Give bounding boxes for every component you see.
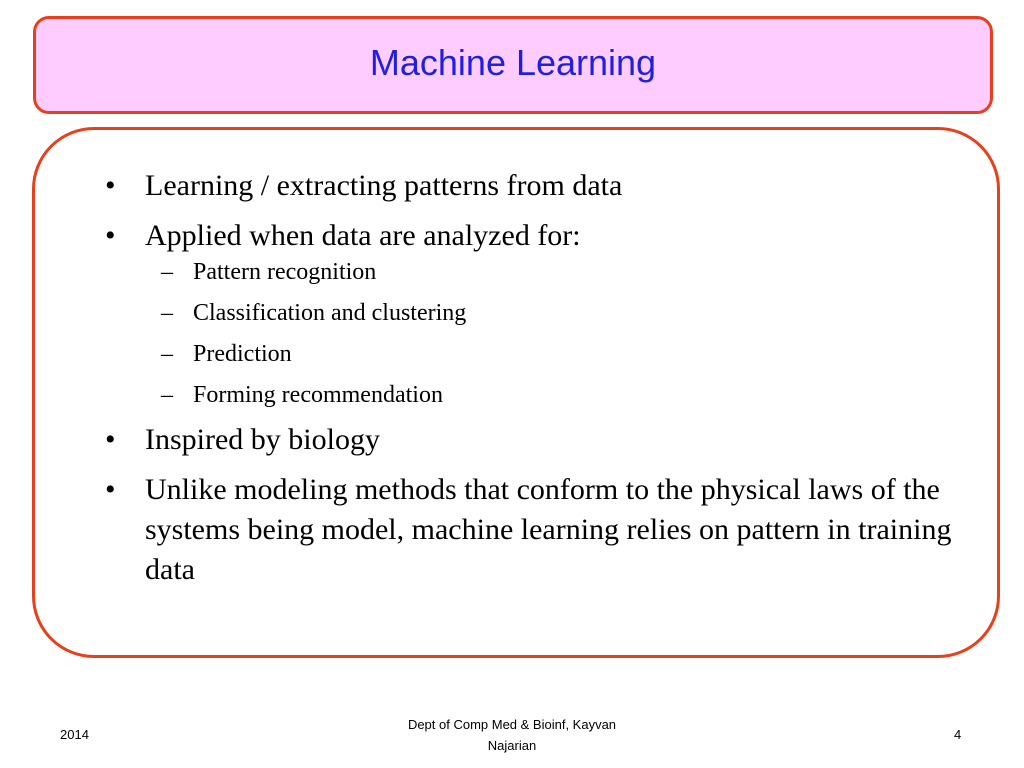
bullet-item [105, 420, 965, 460]
sub-bullet-item [149, 334, 965, 375]
bullet-text: Inspired by biology [145, 423, 380, 456]
bullet-list [105, 166, 965, 600]
sub-bullet-item [149, 375, 965, 416]
page-number: 4 [954, 727, 962, 742]
slide-title: Machine Learning [369, 42, 657, 83]
footer-author-line: Najarian [487, 738, 537, 753]
bullet-marker: • [105, 473, 116, 506]
dash-marker: – [161, 341, 173, 367]
sub-bullet-text: Forming recommendation [193, 382, 443, 408]
bullet-text: Applied when data are analyzed for: [145, 219, 581, 252]
content-box [32, 127, 1000, 658]
bullet-item [105, 166, 965, 206]
bullet-item [105, 216, 965, 256]
footer-author [362, 714, 662, 756]
bullet-text: Unlike modeling methods that conform to the physical laws of the systems being model, machine learning relies on pattern in training data [145, 473, 952, 586]
bullet-text: Learning / extracting patterns from data [145, 169, 623, 202]
sub-bullet-text: Prediction [193, 341, 292, 367]
sub-bullet-text: Pattern recognition [193, 259, 377, 285]
sub-bullet-list [149, 252, 965, 416]
footer-author-line: Dept of Comp Med & Bioinf, Kayvan [407, 717, 617, 732]
footer-year: 2014 [60, 727, 89, 742]
title-box [33, 16, 993, 114]
bullet-marker: • [105, 169, 116, 202]
dash-marker: – [161, 382, 173, 408]
sub-bullet-text: Classification and clustering [193, 300, 467, 326]
bullet-marker: • [105, 423, 116, 456]
bullet-marker: • [105, 219, 116, 252]
bullet-item [105, 470, 965, 590]
sub-bullet-item [149, 293, 965, 334]
dash-marker: – [161, 300, 173, 326]
dash-marker: – [161, 259, 173, 285]
sub-bullet-item [149, 252, 965, 293]
sub-bullet-group [149, 252, 965, 416]
